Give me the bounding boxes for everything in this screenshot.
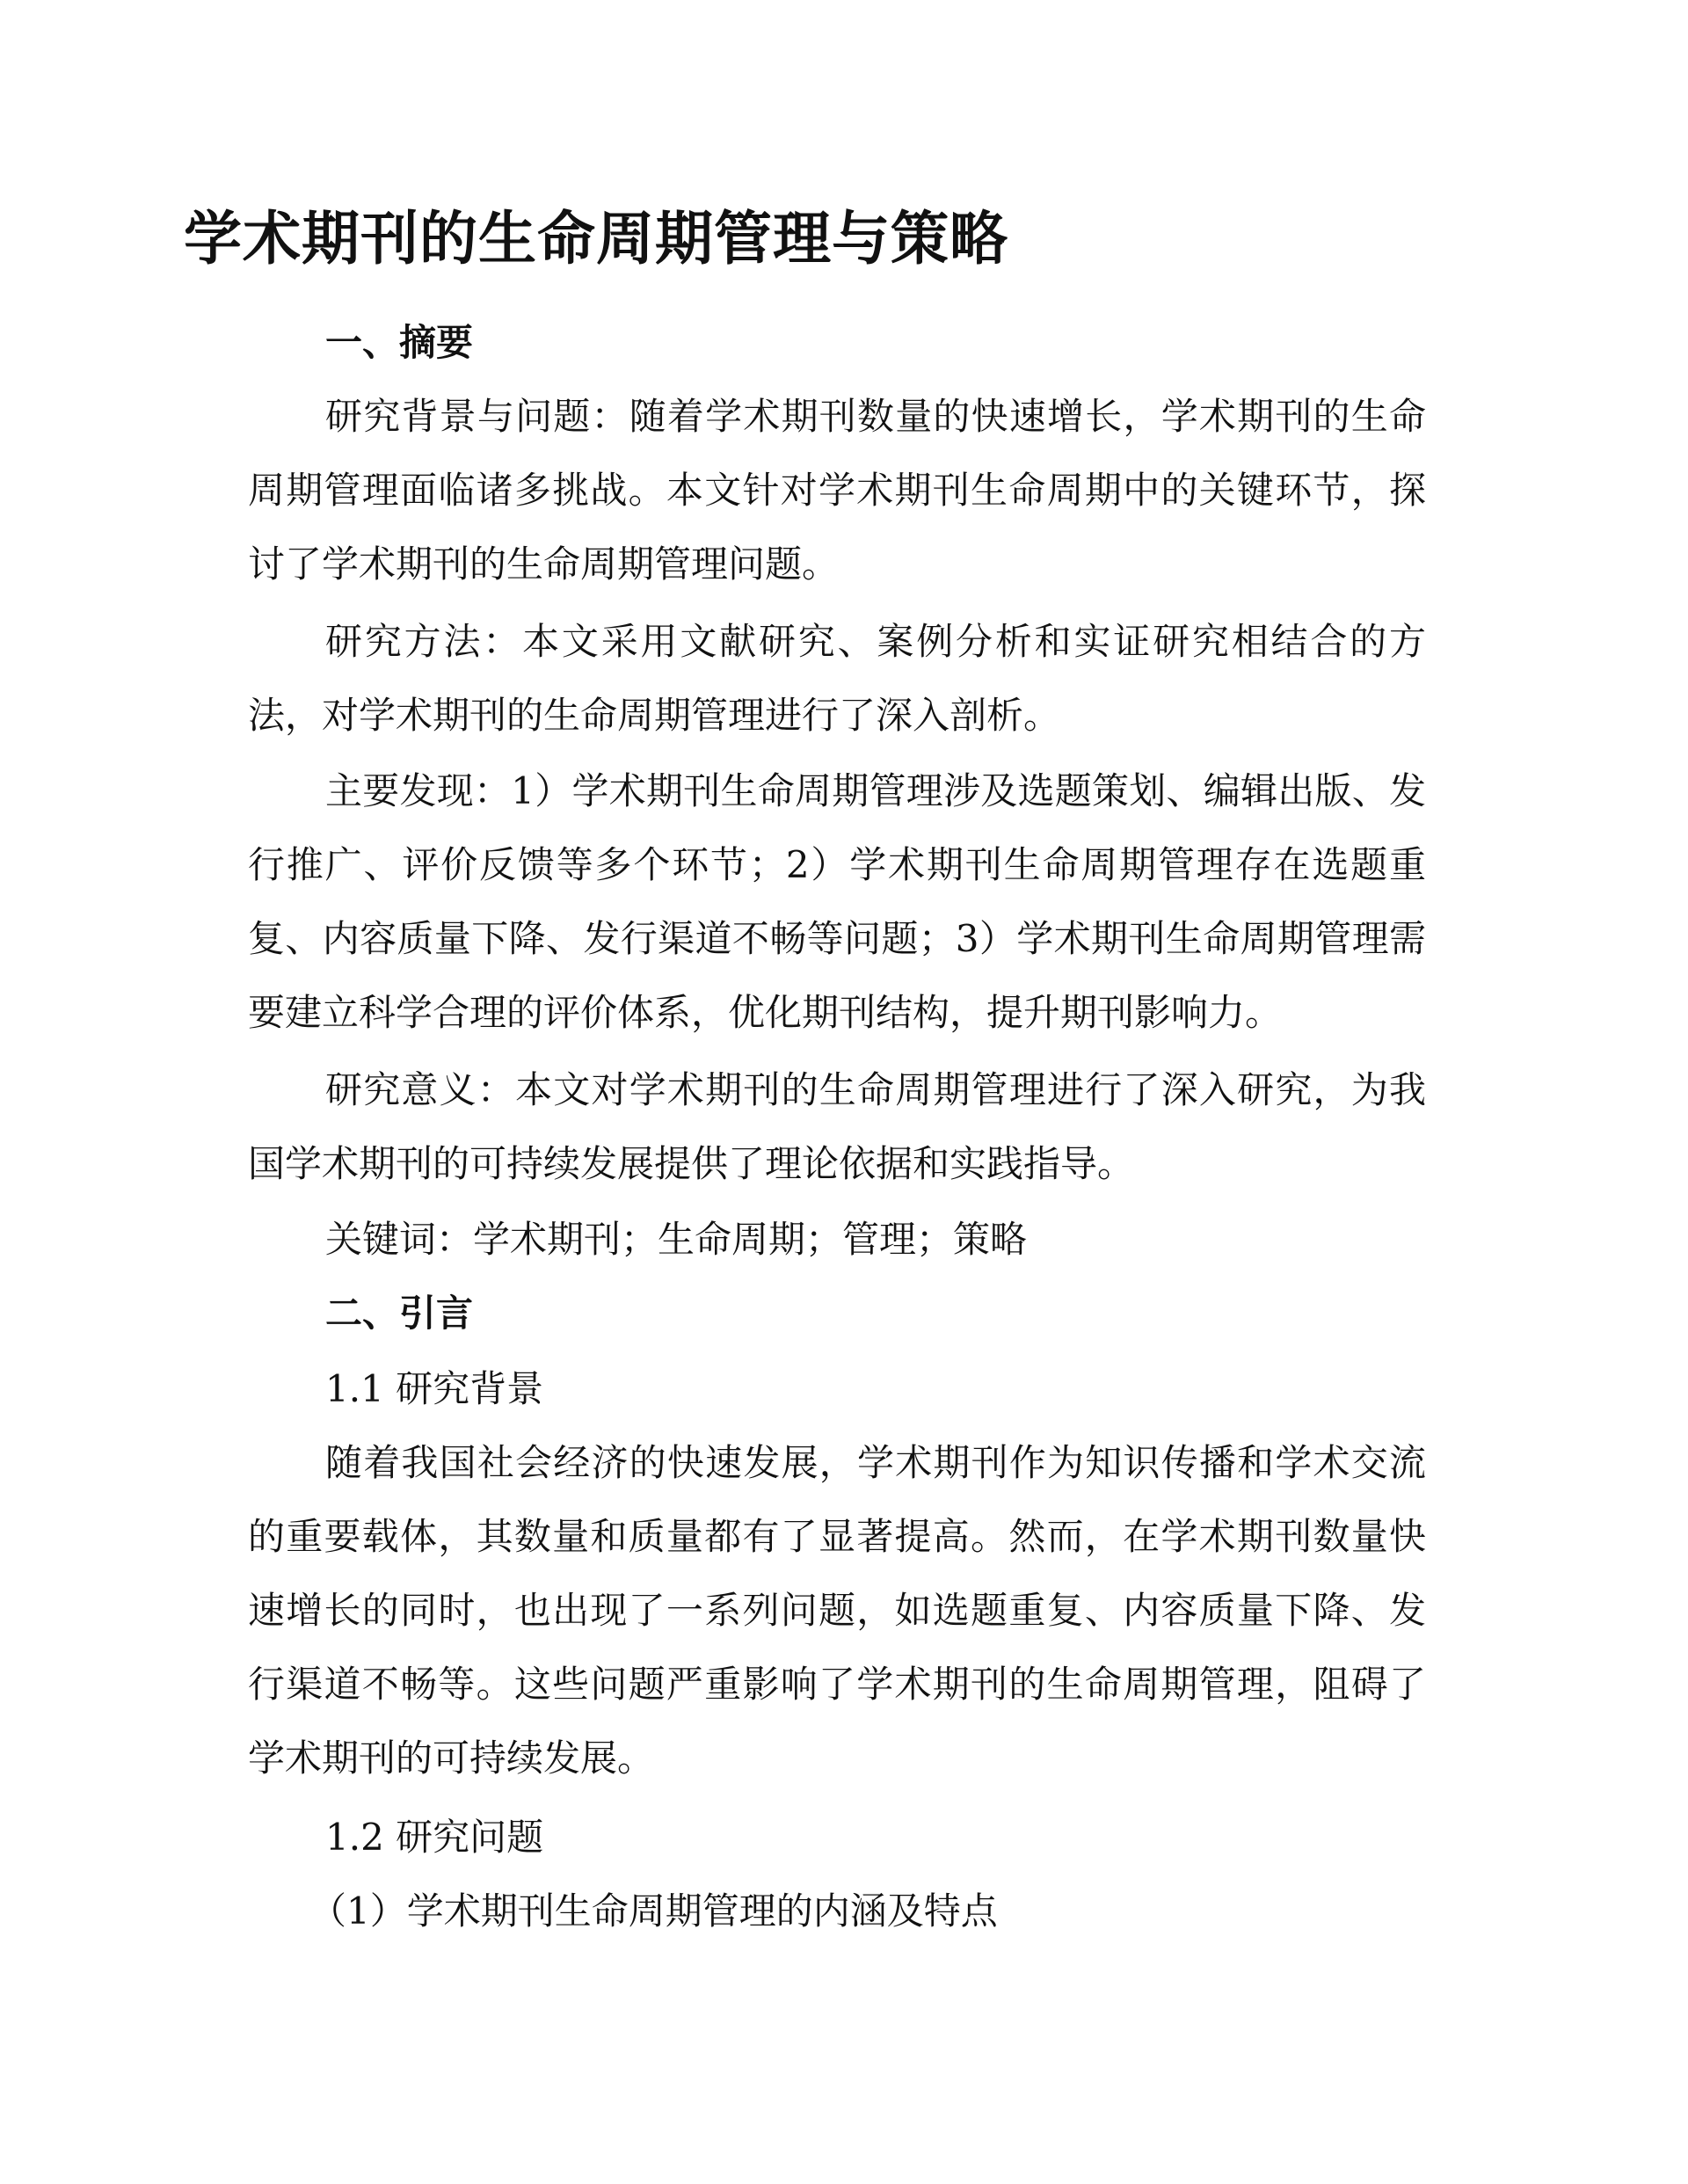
document-title: 学术期刊的生命周期管理与策略 [184,205,1008,273]
abstract-background: 研究背景与问题：随着学术期刊数量的快速增长，学术期刊的生命周期管理面临诸多挑战。本文针对学术期刊生命周期中的关键环节，探讨了学术期刊的生命周期管理问题。 [248,395,1426,586]
subsection-heading-questions: 1.2 研究问题 [325,1816,544,1859]
research-question-1: （1）学术期刊生命周期管理的内涵及特点 [309,1889,998,1933]
abstract-keywords: 关键词：学术期刊；生命周期；管理；策略 [325,1218,1028,1261]
section-heading-abstract: 一、摘要 [325,321,474,364]
abstract-significance: 研究意义：本文对学术期刊的生命周期管理进行了深入研究，为我国学术期刊的可持续发展提供了理论依据和实践指导。 [248,1068,1426,1185]
abstract-findings: 主要发现：1）学术期刊生命周期管理涉及选题策划、编辑出版、发行推广、评价反馈等多个环节；2）学术期刊生命周期管理存在选题重复、内容质量下降、发行渠道不畅等问题；3）学术期刊生命周期管理需要建立科学合理的评价体系，优化期刊结构，提升期刊影响力。 [248,769,1426,1034]
section-heading-introduction: 二、引言 [325,1292,474,1335]
background-paragraph: 随着我国社会经济的快速发展，学术期刊作为知识传播和学术交流的重要载体，其数量和质量都有了显著提高。然而，在学术期刊数量快速增长的同时，也出现了一系列问题，如选题重复、内容质量下降、发行渠道不畅等。这些问题严重影响了学术期刊的生命周期管理，阻碍了学术期刊的可持续发展。 [248,1441,1426,1780]
subsection-heading-background: 1.1 研究背景 [325,1367,544,1410]
abstract-method: 研究方法：本文采用文献研究、案例分析和实证研究相结合的方法，对学术期刊的生命周期管理进行了深入剖析。 [248,620,1426,737]
